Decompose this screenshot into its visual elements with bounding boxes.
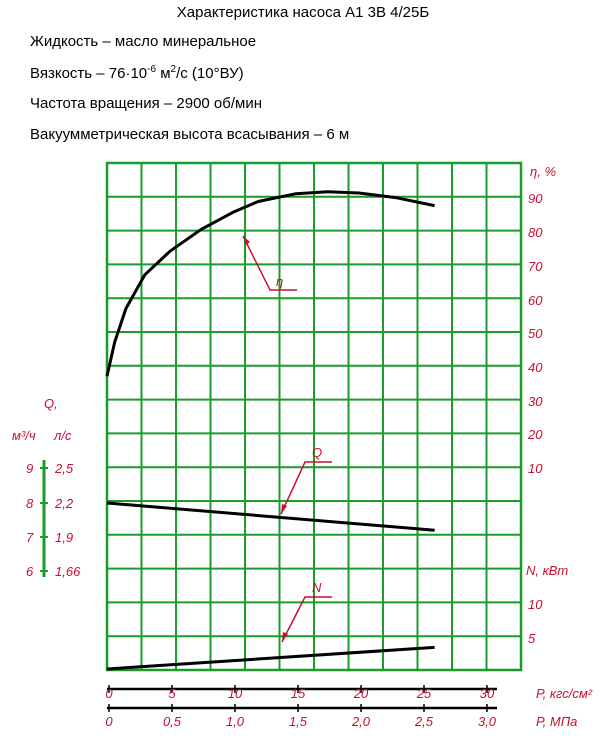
- q-leader-line: [281, 462, 332, 514]
- pressure-tick-label: 5: [168, 686, 176, 701]
- flow-axis-label: Q,: [44, 396, 58, 411]
- flow-curve: [107, 503, 435, 530]
- flow-tick-ls: 2,5: [55, 461, 74, 476]
- power-curve: [107, 647, 435, 669]
- viscosity-unit-tail: /с (10°ВУ): [176, 65, 244, 82]
- chart-title: Характеристика насоса А1 3В 4/25Б: [176, 4, 430, 21]
- flow-tick-m3h: 6: [26, 564, 34, 579]
- power-tick-label: 10: [528, 597, 543, 612]
- pressure-tick-label: 10: [227, 686, 243, 701]
- power-tick-label: 5: [528, 631, 536, 646]
- pressure-mpa-tick-label: 1,5: [288, 714, 308, 729]
- eff-tick-label: 70: [528, 259, 543, 274]
- pressure-mpa-tick-label: 0: [105, 714, 113, 729]
- liquid-param: Жидкость – масло минеральное: [30, 33, 257, 50]
- pressure-axis-label: Р, кгс/см²: [536, 686, 593, 701]
- power-axis-label: N, кВт: [526, 563, 569, 578]
- pressure-mpa-tick-label: 2,0: [351, 714, 371, 729]
- speed-param: Частота вращения – 2900 об/мин: [30, 95, 263, 112]
- efficiency-curve: [107, 192, 435, 377]
- flow-tick-ls: 1,9: [55, 530, 74, 545]
- flow-tick-m3h: 9: [26, 461, 34, 476]
- flow-tick-m3h: 7: [26, 530, 34, 545]
- eff-axis-label: η, %: [530, 164, 556, 179]
- pressure-tick-label: 30: [479, 686, 495, 701]
- viscosity-unit-exponent: 2: [170, 64, 177, 75]
- eff-tick-label: 80: [528, 225, 543, 240]
- eff-tick-label: 50: [528, 326, 543, 341]
- flow-unit-m3h: м³/ч: [12, 428, 36, 443]
- eta-leader-line: [243, 236, 297, 290]
- eff-tick-label: 40: [528, 360, 543, 375]
- pressure-mpa-tick-label: 1,0: [225, 714, 245, 729]
- eff-tick-label: 10: [528, 461, 543, 476]
- pressure-mpa-tick-label: 3,0: [477, 714, 497, 729]
- eta-curve-label: η: [276, 274, 284, 289]
- flow-tick-ls: 2,2: [55, 496, 74, 511]
- pressure-tick-label: 0: [105, 686, 113, 701]
- pressure-mpa-axis-label: Р, МПа: [536, 714, 578, 729]
- viscosity-exponent: -6: [147, 64, 157, 75]
- pressure-mpa-tick-label: 2,5: [414, 714, 434, 729]
- eff-tick-label: 60: [528, 293, 543, 308]
- flow-unit-ls: л/с: [54, 428, 72, 443]
- pressure-tick-label: 20: [353, 686, 369, 701]
- q-curve-label: Q: [312, 445, 323, 460]
- suction-param: Вакуумметрическая высота всасывания – 6 м: [30, 126, 350, 143]
- flow-tick-m3h: 8: [26, 496, 34, 511]
- pressure-tick-label: 15: [290, 686, 306, 701]
- eff-tick-label: 90: [528, 191, 543, 206]
- pressure-mpa-tick-label: 0,5: [162, 714, 182, 729]
- eff-tick-label: 30: [528, 394, 543, 409]
- eff-tick-label: 20: [528, 427, 543, 442]
- flow-tick-ls: 1,66: [55, 564, 81, 579]
- viscosity-unit: м: [156, 65, 171, 82]
- q-leader-arrow: [281, 504, 287, 514]
- n-curve-label: N: [312, 580, 322, 595]
- pressure-tick-label: 25: [416, 686, 432, 701]
- viscosity-value: Вязкость – 76·10: [30, 65, 148, 82]
